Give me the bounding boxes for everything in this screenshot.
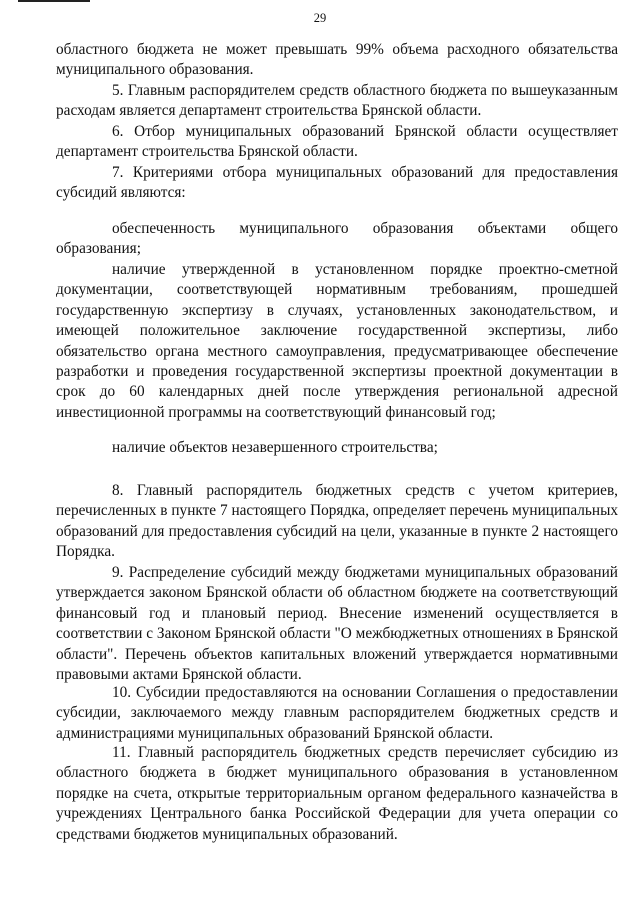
header-rule [18, 0, 90, 2]
criterion-unfinished: наличие объектов незавершенного строительства; [112, 439, 438, 456]
paragraph-item-10: 10. Субсидии предоставляются на основании Соглашения о предоставлении субсидии, заключаемого между главным распорядителем бюджетных средств и администрациями муниципальных образований Брянской области. [56, 684, 618, 742]
paragraph-item-8: 8. Главный распорядитель бюджетных средств с учетом критериев, перечисленных в пункте 7 настоящего Порядка, определяет перечень муниципальных образований для предоставления субсидий на цели, указанные в пункте 2 настоящего Порядка. [56, 482, 618, 561]
paragraph-budget-limit: областного бюджета не может превышать 99% объема расходного обязательства муниципального образования. [56, 41, 618, 79]
paragraph-item-7: 7. Критериями отбора муниципальных образований для предоставления субсидий являются: [56, 164, 618, 202]
paragraph-item-11: 11. Главный распорядитель бюджетных средств перечисляет субсидию из областного бюджета в бюджет муниципального образования в установленном порядке на счета, открытые территориальным органом федерального казначейства в учреждениях Центрального банка Российской Федерации для учета операции со средствами бюджетов муниципальных образований. [56, 744, 618, 843]
paragraph-item-9: 9. Распределение субсидий между бюджетами муниципальных образований утверждается законом Брянской области об областном бюджете на соответствующий финансовый год и плановый период. Внесение изменений осуществляется в соответствии с Законом Брянской области "О межбюджетных отношениях в Брянской области". Перечень объектов капитальных вложений утверждается нормативными правовыми актами Брянской области. [56, 564, 618, 684]
criterion-provision: обеспеченность муниципального образования объектами общего образования; [56, 220, 618, 258]
criterion-documentation: наличие утвержденной в установленном порядке проектно-сметной документации, соответствующей нормативным требованиям, прошедшей государственную экспертизу в случаях, установленных законодательством, и имеющей положительное заключение государственной экспертизы, либо обязательство органа местного самоуправления, предусматривающее обеспечение разработки и проведения государственной экспертизы проектной документации в срок до 60 календарных дней после утверждения региональной адресной инвестиционной программы на соответствующий финансовый год; [56, 261, 618, 421]
page-number: 29 [313, 11, 327, 25]
paragraph-item-6: 6. Отбор муниципальных образований Брянской области осуществляет департамент строительства Брянской области. [56, 123, 618, 161]
paragraph-item-5: 5. Главным распорядителем средств областного бюджета по вышеуказанным расходам является департамент строительства Брянской области. [56, 82, 618, 120]
